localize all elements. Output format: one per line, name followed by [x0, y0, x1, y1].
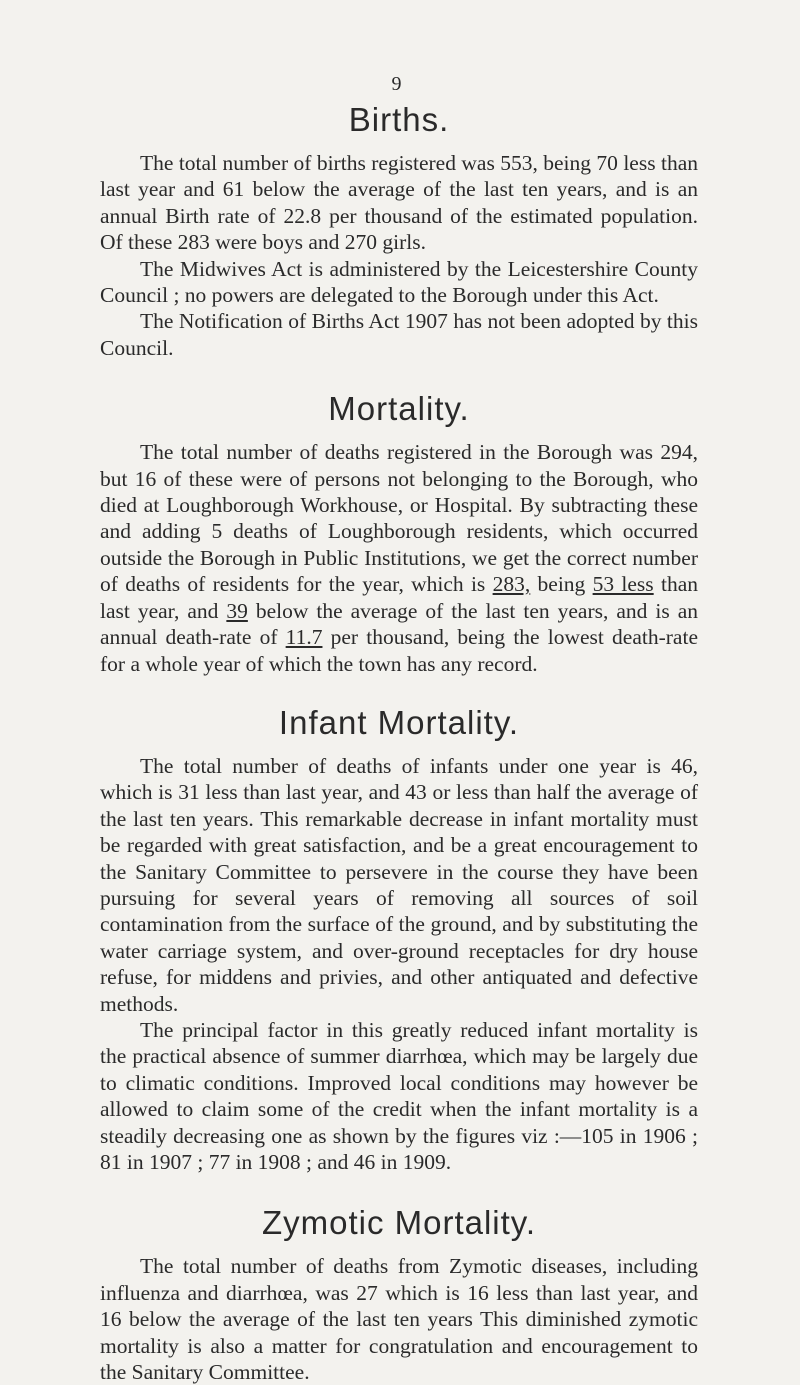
infant-mortality-paragraph-1: The total number of deaths of infants under one year is 46, which is 31 less than last year, and 43 or less than half the average of the last ten years. This remarkable decrease in infant mortality must be regarded with great satisfaction, and be a great encouragement to the Sanitary Committee to persevere in the course they have been pursuing for several years of removing all sources of soil contamination from the surface of the ground, and by substituting the water carriage system, and over-ground receptacles for dry house refuse, for middens and privies, and other antiquated and defective methods.: [100, 753, 698, 1016]
zymotic-mortality-paragraph-1: The total number of deaths from Zymotic diseases, including influenza and diarrhœa, was 27 which is 16 less than last year, and 16 below the average of the last ten years This diminished zymotic mortality is also a matter for congratulation and encouragement to the Sanitary Committee.: [100, 1254, 698, 1385]
births-paragraph-1: The total number of births registered was 553, being 70 less than last year and 61 below the average of the last ten years, and is an annual Birth rate of 22.8 per thousand of the estimated population. Of these 283 were boys and 270 girls.: [100, 151, 698, 255]
infant-mortality-section: [100, 703, 698, 1176]
mortality-text-b: being: [530, 572, 593, 597]
zymotic-mortality-section: [100, 1203, 698, 1385]
underlined-below-average: 39: [226, 598, 248, 623]
mortality-paragraph-1: [100, 439, 698, 677]
births-paragraph-3: The Notification of Births Act 1907 has not been adopted by this Council.: [100, 309, 698, 360]
mortality-text-a: The total number of deaths registered in the Borough was 294, but 16 of these were of persons not belonging to the Borough, who died at Loughborough Workhouse, or Hospital. By subtracting these and adding 5 deaths of Loughborough residents, which occurred outside the Borough in Public Institutions, we get the correct number of deaths of residents for the year, which is: [100, 440, 698, 597]
underlined-death-rate: 11.7: [285, 625, 323, 650]
underlined-less-than-last-year: 53 less: [592, 572, 654, 597]
page-number: 9: [391, 73, 402, 95]
mortality-text-c: than last year, and: [100, 572, 698, 623]
mortality-heading: Mortality.: [328, 390, 470, 428]
births-heading: Births.: [348, 101, 450, 138]
zymotic-mortality-heading: Zymotic Mortality.: [261, 1204, 537, 1242]
mortality-section: [100, 389, 698, 677]
births-section: [100, 100, 698, 361]
mortality-text-d: below the average of the last ten years, and is an annual death-rate of: [100, 598, 698, 650]
mortality-text-e: per thousand, being the lowest death-rate for a whole year of which the town has any record.: [100, 625, 698, 676]
infant-mortality-heading: Infant Mortality.: [278, 703, 520, 741]
infant-mortality-paragraph-2: The principal factor in this greatly reduced infant mortality is the practical absence of summer diarrhœa, which may be largely due to climatic conditions. Improved local conditions may however be allowed to claim some of the credit when the infant mortality is a steadily decreasing one as shown by the figures viz :—105 in 1906 ; 81 in 1907 ; 77 in 1908 ; and 46 in 1909.: [100, 1017, 698, 1174]
births-paragraph-2: The Midwives Act is administered by the Leicestershire County Council ; no powers are delegated to the Borough under this Act.: [100, 256, 698, 308]
underlined-deaths-count: 283,: [492, 572, 531, 597]
